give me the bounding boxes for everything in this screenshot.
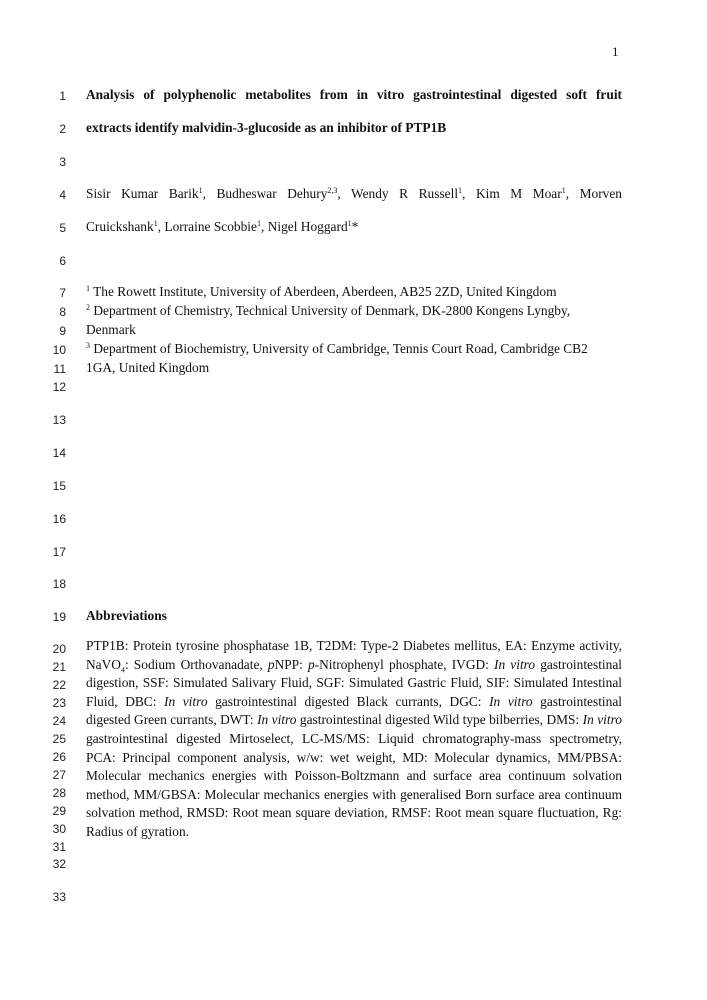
line-number: 11 — [53, 362, 66, 376]
line-number: 24 — [52, 714, 66, 728]
author-separator: , — [565, 186, 580, 201]
affiliation-text: Department of Chemistry, Technical University of Denmark, DK-2800 Kongens Lyngby, — [93, 303, 571, 318]
author-name: Cruickshank — [86, 219, 154, 234]
line-number: 26 — [52, 750, 66, 764]
line-number: 33 — [52, 890, 66, 904]
title-line-1: Analysis of polyphenolic metabolites from in vitro gastrointestinal digested soft fruit — [86, 87, 622, 102]
abbreviation-run: PTP1B: Protein tyrosine phosphatase 1B, T2DM: Type-2 Diabetes mellitus, EA: Enzyme activity, NaVO — [86, 638, 622, 672]
affiliation-mark: 3 — [86, 341, 90, 350]
abbreviation-run: NPP: — [274, 656, 308, 672]
line-number: 23 — [52, 696, 66, 710]
author-name: Lorraine Scobbie — [164, 219, 257, 234]
abbreviation-run: In vitro — [494, 656, 536, 672]
line-number: 20 — [52, 642, 66, 656]
line-number: 27 — [52, 768, 66, 782]
line-number: 7 — [59, 286, 66, 300]
abbreviation-run: -Nitrophenyl phosphate, IVGD: — [314, 656, 495, 672]
page-number: 1 — [612, 44, 619, 59]
authors-line-2 — [86, 219, 622, 235]
line-number: 5 — [59, 221, 66, 235]
affiliation-text: The Rowett Institute, University of Aberdeen, Aberdeen, AB25 2ZD, United Kingdom — [93, 284, 557, 299]
author-name: Nigel Hoggard — [267, 219, 348, 234]
line-number: 3 — [59, 155, 66, 169]
affiliation-3-cont: 1GA, United Kingdom — [86, 360, 210, 375]
line-number: 16 — [52, 512, 66, 526]
author-name: Sisir Kumar Barik — [86, 186, 199, 201]
abbreviation-run: In vitro — [164, 693, 208, 709]
line-number: 9 — [59, 324, 66, 338]
affiliation-text: Department of Biochemistry, University of Cambridge, Tennis Court Road, Cambridge CB2 — [93, 341, 588, 356]
abbreviation-run: p — [267, 656, 275, 672]
line-number: 10 — [52, 343, 66, 357]
author-separator: , — [260, 219, 268, 234]
abbreviation-run: In vitro — [489, 693, 533, 709]
line-number: 22 — [52, 678, 66, 692]
author-affiliation: 1 — [198, 186, 203, 195]
affiliation-2-cont: Denmark — [86, 322, 136, 337]
affiliation-1 — [86, 284, 622, 300]
line-number: 30 — [52, 822, 66, 836]
affiliation-mark: 1 — [86, 284, 90, 293]
line-number: 12 — [52, 380, 66, 394]
line-number: 25 — [52, 732, 66, 746]
author-corresponding-mark: * — [351, 219, 359, 234]
author-separator: , — [202, 186, 217, 201]
line-number: 6 — [59, 254, 66, 268]
author-affiliation: 1 — [153, 219, 158, 228]
author-name: Wendy R Russell — [351, 186, 459, 201]
author-name: Kim M Moar — [475, 186, 562, 201]
line-number: 1 — [59, 89, 66, 103]
abbreviation-run: gastrointestinal digestion, SSF: Simulated Salivary Fluid, SGF: Simulated Gastric Fluid, SIF: Simulated Intestinal Fluid, DBC: — [86, 656, 623, 709]
title-line-2: extracts identify malvidin-3-glucoside as an inhibitor of PTP1B — [86, 120, 447, 135]
author-affiliation: 1 — [256, 219, 261, 228]
line-number: 15 — [52, 479, 66, 493]
abbreviation-run: In vitro — [582, 712, 623, 728]
author-separator: , — [337, 186, 352, 201]
abbreviation-run: In vitro — [257, 712, 297, 728]
affiliation-mark: 2 — [86, 303, 90, 312]
line-number: 32 — [52, 857, 66, 871]
line-number: 31 — [52, 840, 66, 854]
abbreviation-run: gastrointestinal digested Mirtoselect, LC-MS/MS: Liquid chromatography-mass spectrometry, PCA: Principal component analysis, w/w: wet weight, MD: Molecular dynamics, MM/PBSA: Molecular mechanics energies with Poisson-Boltzmann and surface area continuum solvation method, MM/GBSA: Molecular mechanics energies with generalised Born surface area continuum solvation method, RMSD: Root mean square deviation, RMSF: Root mean square fluctuation, Rg: Radius of gyration. — [86, 730, 622, 839]
author-separator: , — [157, 219, 165, 234]
affiliation-3 — [86, 341, 622, 357]
line-number: 29 — [52, 804, 66, 818]
abbreviation-run: gastrointestinal digested Wild type bilberries, DMS: — [296, 712, 583, 728]
author-affiliation: 1 — [458, 186, 463, 195]
line-number: 14 — [52, 446, 66, 460]
line-number: 2 — [59, 122, 66, 136]
abbreviations-paragraph — [86, 637, 622, 842]
author-name: Budheswar Dehury — [216, 186, 328, 201]
authors-line-1 — [86, 186, 622, 202]
line-number: 13 — [52, 413, 66, 427]
line-number: 17 — [52, 545, 66, 559]
line-number: 21 — [52, 660, 66, 674]
abbreviation-run: gastrointestinal digested Green currants, DWT: — [86, 693, 622, 728]
line-number: 4 — [59, 188, 66, 202]
author-affiliation: 1 — [561, 186, 566, 195]
author-affiliation: 1 — [347, 219, 352, 228]
affiliation-2 — [86, 303, 622, 319]
author-separator: , — [462, 186, 476, 201]
author-name: Morven — [579, 186, 623, 201]
line-number: 28 — [52, 786, 66, 800]
line-number: 18 — [52, 577, 66, 591]
abbreviation-run: : Sodium Orthovanadate, — [124, 656, 268, 672]
line-number: 19 — [52, 610, 66, 624]
abbreviations-heading: Abbreviations — [86, 608, 167, 623]
abbreviation-run: gastrointestinal digested Black currants, DGC: — [207, 693, 490, 709]
abbreviation-run: 4 — [120, 665, 125, 675]
author-affiliation: 2,3 — [327, 186, 338, 195]
line-number: 8 — [59, 305, 66, 319]
abbreviation-run: p — [307, 656, 315, 672]
